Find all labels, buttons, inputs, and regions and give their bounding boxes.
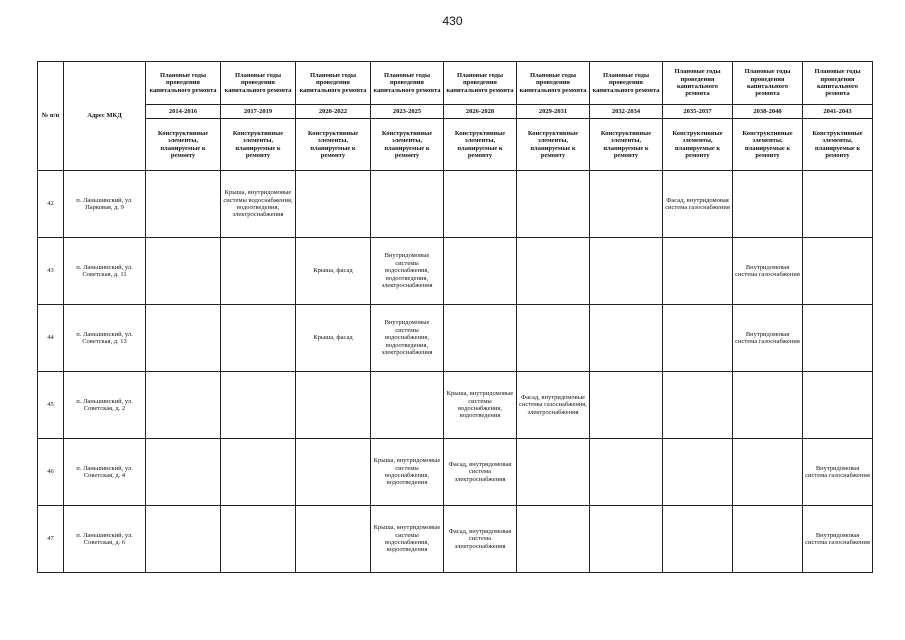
elements-header: Конструктивные элементы, планируемые к ремонту <box>590 119 663 171</box>
period-header: 2020-2022 <box>296 105 371 119</box>
planned-years-header: Плановые годы проведения капитального ремонта <box>733 62 803 105</box>
repair-elements-cell <box>733 439 803 506</box>
repair-elements-cell: Крыша, внутридомовые системы водоснабжения, водоотведения <box>371 506 444 573</box>
period-header: 2023-2025 <box>371 105 444 119</box>
table-row <box>38 171 873 238</box>
repair-elements-cell: Крыша, внутридомовые системы водоснабжения, водоотведения, электроснабжения <box>221 171 296 238</box>
planned-years-header: Плановые годы проведения капитального ремонта <box>221 62 296 105</box>
repair-elements-cell: Внутридомовая система газоснабжения <box>733 305 803 372</box>
repair-elements-cell <box>146 372 221 439</box>
repair-elements-cell: Внутридомовые системы водоснабжения, водоотведения, электроснабжения <box>371 238 444 305</box>
repair-elements-cell: Внутридомовая система газоснабжения <box>803 439 873 506</box>
repair-elements-cell: Крыша, внутридомовые системы водоснабжения, водоотведения <box>444 372 517 439</box>
repair-elements-cell <box>221 305 296 372</box>
repair-elements-cell <box>517 171 590 238</box>
period-header: 2017-2019 <box>221 105 296 119</box>
elements-header: Конструктивные элементы, планируемые к ремонту <box>146 119 221 171</box>
period-header: 2038-2040 <box>733 105 803 119</box>
column-header-number: № п/п <box>38 62 64 171</box>
repair-elements-cell <box>590 439 663 506</box>
elements-header: Конструктивные элементы, планируемые к ремонту <box>517 119 590 171</box>
table-row <box>38 506 873 573</box>
row-address: п. Ланьшинский, ул. Парковая, д. 9 <box>64 171 146 238</box>
repair-elements-cell <box>146 171 221 238</box>
repair-elements-cell <box>296 372 371 439</box>
repair-elements-cell <box>221 238 296 305</box>
row-address: п. Ланьшинский, ул. Советская, д. 13 <box>64 305 146 372</box>
repair-elements-cell <box>444 305 517 372</box>
period-header: 2035-2037 <box>663 105 733 119</box>
repair-elements-cell <box>296 171 371 238</box>
repair-elements-cell <box>146 238 221 305</box>
repair-elements-cell: Фасад, внутридомовая система электроснабжения <box>444 506 517 573</box>
repair-elements-cell <box>444 171 517 238</box>
repair-elements-cell <box>371 372 444 439</box>
planned-years-header: Плановые годы проведения капитального ремонта <box>663 62 733 105</box>
repair-elements-cell <box>590 238 663 305</box>
elements-header: Конструктивные элементы, планируемые к ремонту <box>803 119 873 171</box>
period-header: 2026-2028 <box>444 105 517 119</box>
repair-elements-cell <box>663 305 733 372</box>
repair-elements-cell <box>517 439 590 506</box>
table-row <box>38 439 873 506</box>
repair-elements-cell: Внутридомовая система газоснабжения <box>803 506 873 573</box>
row-number: 46 <box>38 439 64 506</box>
repair-elements-cell <box>146 439 221 506</box>
elements-header: Конструктивные элементы, планируемые к ремонту <box>371 119 444 171</box>
repair-elements-cell <box>517 506 590 573</box>
repair-elements-cell: Крыша, фасад <box>296 305 371 372</box>
repair-elements-cell <box>733 506 803 573</box>
row-address: п. Ланьшинский, ул. Советская, д. 2 <box>64 372 146 439</box>
row-number: 44 <box>38 305 64 372</box>
elements-header: Конструктивные элементы, планируемые к ремонту <box>444 119 517 171</box>
repair-elements-cell <box>146 506 221 573</box>
repair-elements-cell <box>517 305 590 372</box>
row-number: 47 <box>38 506 64 573</box>
elements-header: Конструктивные элементы, планируемые к ремонту <box>663 119 733 171</box>
repair-elements-cell <box>733 171 803 238</box>
repair-elements-cell: Фасад, внутридомовая система электроснабжения <box>444 439 517 506</box>
planned-years-header: Плановые годы проведения капитального ремонта <box>371 62 444 105</box>
row-address: п. Ланьшинский, ул. Советская, д. 6 <box>64 506 146 573</box>
planned-years-header: Плановые годы проведения капитального ремонта <box>444 62 517 105</box>
repair-elements-cell <box>296 506 371 573</box>
repair-elements-cell <box>590 305 663 372</box>
repair-elements-cell <box>221 372 296 439</box>
repair-elements-cell <box>444 238 517 305</box>
repair-elements-cell <box>221 506 296 573</box>
repair-elements-cell <box>146 305 221 372</box>
repair-elements-cell <box>733 372 803 439</box>
row-number: 43 <box>38 238 64 305</box>
repair-elements-cell: Внутридомовая система газоснабжения <box>733 238 803 305</box>
repair-elements-cell <box>590 506 663 573</box>
repair-elements-cell <box>663 439 733 506</box>
row-address: п. Ланьшинский, ул. Советская, д. 11 <box>64 238 146 305</box>
page-number: 430 <box>442 14 463 28</box>
repair-elements-cell <box>371 171 444 238</box>
repair-elements-cell <box>663 372 733 439</box>
repair-elements-cell: Внутридомовые системы водоснабжения, водоотведения, электроснабжения <box>371 305 444 372</box>
repair-elements-cell <box>803 305 873 372</box>
repair-elements-cell <box>590 372 663 439</box>
row-number: 42 <box>38 171 64 238</box>
column-header-address: Адрес МКД <box>64 62 146 171</box>
repair-elements-cell <box>663 506 733 573</box>
repair-elements-cell <box>590 171 663 238</box>
elements-header: Конструктивные элементы, планируемые к ремонту <box>733 119 803 171</box>
period-header: 2014-2016 <box>146 105 221 119</box>
repair-elements-cell: Фасад, внутридомовая система газоснабжения <box>663 171 733 238</box>
table-row <box>38 305 873 372</box>
elements-header: Конструктивные элементы, планируемые к ремонту <box>296 119 371 171</box>
table-row <box>38 372 873 439</box>
row-number: 45 <box>38 372 64 439</box>
period-header: 2029-2031 <box>517 105 590 119</box>
row-address: п. Ланьшинский, ул. Советская, д. 4 <box>64 439 146 506</box>
table-row <box>38 238 873 305</box>
repair-elements-cell <box>517 238 590 305</box>
capital-repair-plan-table <box>37 61 873 573</box>
repair-elements-cell: Крыша, внутридомовые системы водоснабжения, водоотведения <box>371 439 444 506</box>
repair-elements-cell <box>663 238 733 305</box>
repair-elements-cell <box>803 238 873 305</box>
elements-header: Конструктивные элементы, планируемые к ремонту <box>221 119 296 171</box>
repair-elements-cell <box>221 439 296 506</box>
repair-elements-cell <box>803 372 873 439</box>
planned-years-header: Плановые годы проведения капитального ремонта <box>803 62 873 105</box>
period-header: 2032-2034 <box>590 105 663 119</box>
planned-years-header: Плановые годы проведения капитального ремонта <box>146 62 221 105</box>
repair-elements-cell: Фасад, внутридомовые системы газоснабжения, электроснабжения <box>517 372 590 439</box>
planned-years-header: Плановые годы проведения капитального ремонта <box>296 62 371 105</box>
planned-years-header: Плановые годы проведения капитального ремонта <box>517 62 590 105</box>
repair-elements-cell: Крыша, фасад <box>296 238 371 305</box>
period-header: 2041-2043 <box>803 105 873 119</box>
repair-elements-cell <box>803 171 873 238</box>
planned-years-header: Плановые годы проведения капитального ремонта <box>590 62 663 105</box>
repair-elements-cell <box>296 439 371 506</box>
